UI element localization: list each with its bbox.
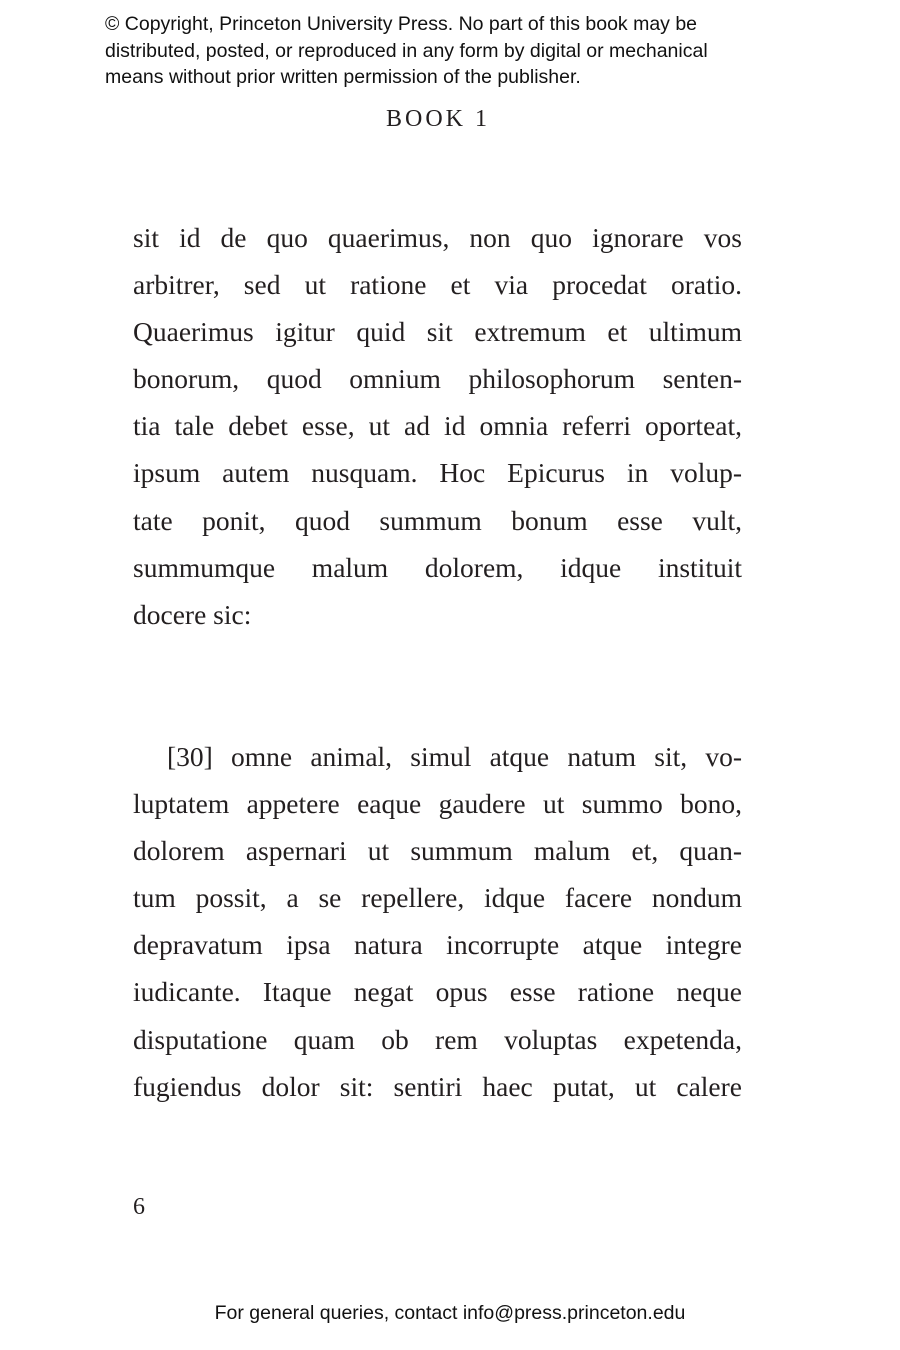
text-line: arbitrer, sed ut ratione et via procedat oratio. [133, 269, 742, 301]
text-line: [30] omne animal, simul atque natum sit, vo- [167, 741, 742, 772]
page-number: 6 [133, 1194, 145, 1220]
text-line: summumque malum dolorem, idque instituit [133, 551, 742, 583]
body-paragraph [133, 733, 742, 1110]
text-line: depravatum ipsa natura incorrupte atque integre [133, 929, 742, 961]
copyright-line: distributed, posted, or reproduced in any form by digital or mechanical [105, 39, 708, 62]
text-line: dolorem aspernari ut summum malum et, quan- [133, 835, 742, 867]
copyright-notice [105, 11, 825, 91]
text-line: disputatione quam ob rem voluptas expetenda, [133, 1023, 742, 1055]
text-line: tia tale debet esse, ut ad id omnia referri oporteat, [133, 410, 742, 442]
text-line: bonorum, quod omnium philosophorum senten- [133, 363, 742, 395]
text-line: sit id de quo quaerimus, non quo ignorare vos [133, 222, 742, 253]
text-line: Quaerimus igitur quid sit extremum et ultimum [133, 316, 742, 348]
text-line: tate ponit, quod summum bonum esse vult, [133, 504, 742, 536]
body-paragraph [133, 214, 742, 638]
footer-contact-note: For general queries, contact info@press.princeton.edu [214, 1302, 686, 1324]
text-line: docere sic: [133, 598, 252, 630]
text-line: ipsum autem nusquam. Hoc Epicurus in volup- [133, 457, 742, 489]
text-line: luptatem appetere eaque gaudere ut summo bono, [133, 788, 742, 820]
text-line: fugiendus dolor sit: sentiri haec putat, ut calere [133, 1070, 742, 1102]
running-head: BOOK 1 [385, 106, 490, 132]
text-line: iudicante. Itaque negat opus esse ratione neque [133, 976, 742, 1008]
copyright-line: means without prior written permission of the publisher. [105, 66, 581, 88]
copyright-line: © Copyright, Princeton University Press. No part of this book may be [105, 13, 698, 35]
text-line: tum possit, a se repellere, idque facere nondum [133, 882, 742, 914]
